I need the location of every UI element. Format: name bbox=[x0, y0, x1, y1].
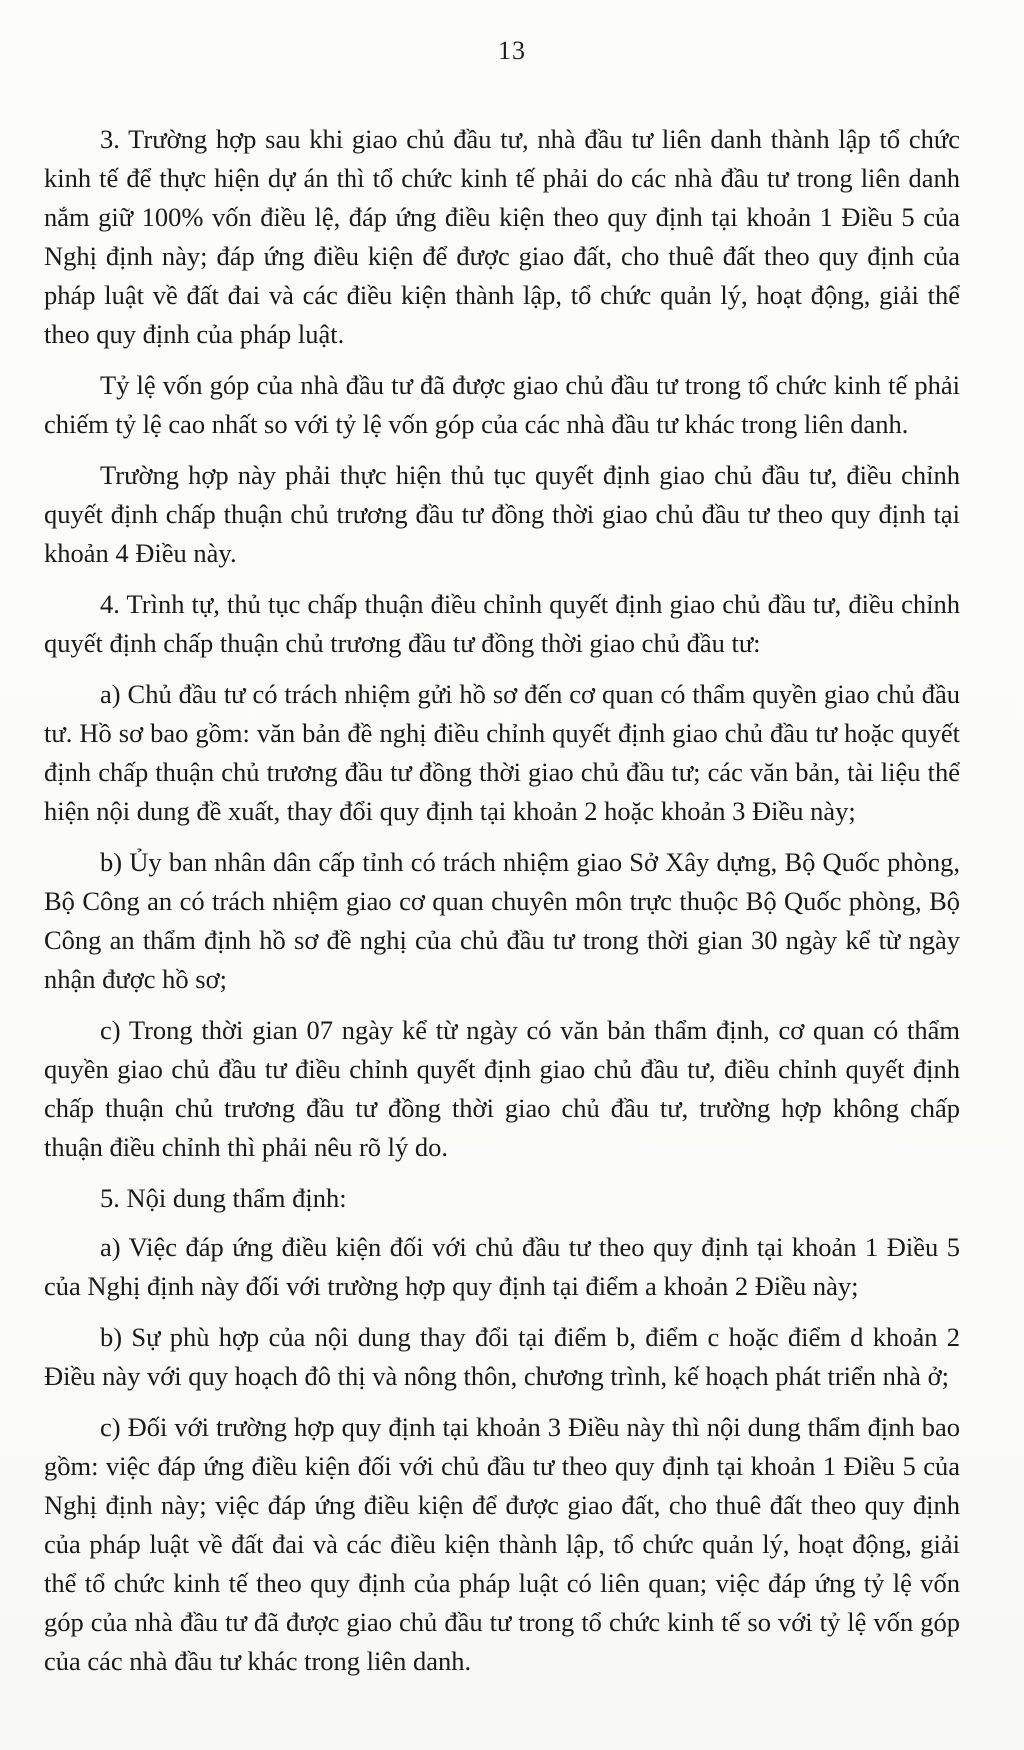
paragraph-clause-4b: b) Ủy ban nhân dân cấp tỉnh có trách nhiệm giao Sở Xây dựng, Bộ Quốc phòng, Bộ Công an có trách nhiệm giao cơ quan chuyên môn trực thuộc Bộ Quốc phòng, Bộ Công an thẩm định hồ sơ đề nghị của chủ đầu tư trong thời gian 30 ngày kể từ ngày nhận được hồ sơ; bbox=[44, 847, 960, 994]
paragraph-procedure-note: Trường hợp này phải thực hiện thủ tục quyết định giao chủ đầu tư, điều chỉnh quyết định chấp thuận chủ trương đầu tư đồng thời giao chủ đầu tư theo quy định tại khoản 4 Điều này. bbox=[44, 460, 960, 568]
paragraph-clause-5c: c) Đối với trường hợp quy định tại khoản 3 Điều này thì nội dung thẩm định bao gồm: việc đáp ứng điều kiện đối với chủ đầu tư theo quy định tại khoản 1 Điều 5 của Nghị định này; việc đáp ứng điều kiện để được giao đất, cho thuê đất theo quy định của pháp luật về đất đai và các điều kiện thành lập, tổ chức quản lý, hoạt động, giải thể tổ chức kinh tế theo quy định của pháp luật có liên quan; việc đáp ứng tỷ lệ vốn góp của nhà đầu tư đã được giao chủ đầu tư trong tổ chức kinh tế so với tỷ lệ vốn góp của các nhà đầu tư khác trong liên danh. bbox=[44, 1412, 960, 1676]
paragraph-clause-4: 4. Trình tự, thủ tục chấp thuận điều chỉnh quyết định giao chủ đầu tư, điều chỉnh quyết định chấp thuận chủ trương đầu tư đồng thời giao chủ đầu tư: bbox=[44, 589, 960, 658]
paragraph-clause-4a: a) Chủ đầu tư có trách nhiệm gửi hồ sơ đến cơ quan có thẩm quyền giao chủ đầu tư. Hồ sơ bao gồm: văn bản đề nghị điều chỉnh quyết định giao chủ đầu tư hoặc quyết định chấp thuận chủ trương đầu tư đồng thời giao chủ đầu tư; các văn bản, tài liệu thể hiện nội dung đề xuất, thay đổi quy định tại khoản 2 hoặc khoản 3 Điều này; bbox=[44, 679, 960, 826]
paragraph-clause-5: 5. Nội dung thẩm định: bbox=[100, 1183, 347, 1213]
paragraph-capital-ratio: Tỷ lệ vốn góp của nhà đầu tư đã được giao chủ đầu tư trong tổ chức kinh tế phải chiếm tỷ lệ cao nhất so với tỷ lệ vốn góp của các nhà đầu tư khác trong liên danh. bbox=[44, 370, 960, 439]
document-body bbox=[44, 120, 960, 1693]
paragraph-clause-3: 3. Trường hợp sau khi giao chủ đầu tư, nhà đầu tư liên danh thành lập tổ chức kinh tế để thực hiện dự án thì tổ chức kinh tế phải do các nhà đầu tư trong liên danh nắm giữ 100% vốn điều lệ, đáp ứng điều kiện theo quy định tại khoản 1 Điều 5 của Nghị định này; đáp ứng điều kiện để được giao đất, cho thuê đất theo quy định của pháp luật về đất đai và các điều kiện thành lập, tổ chức quản lý, hoạt động, giải thể theo quy định của pháp luật. bbox=[44, 124, 960, 349]
paragraph-clause-5b: b) Sự phù hợp của nội dung thay đổi tại điểm b, điểm c hoặc điểm d khoản 2 Điều này với quy hoạch đô thị và nông thôn, chương trình, kế hoạch phát triển nhà ở; bbox=[44, 1322, 960, 1391]
page-number: 13 bbox=[498, 36, 526, 65]
paragraph-clause-5a: a) Việc đáp ứng điều kiện đối với chủ đầu tư theo quy định tại khoản 1 Điều 5 của Nghị định này đối với trường hợp quy định tại điểm a khoản 2 Điều này; bbox=[44, 1232, 960, 1301]
paragraph-clause-4c: c) Trong thời gian 07 ngày kể từ ngày có văn bản thẩm định, cơ quan có thẩm quyền giao chủ đầu tư điều chỉnh quyết định giao chủ đầu tư, điều chỉnh quyết định chấp thuận chủ trương đầu tư đồng thời giao chủ đầu tư, trường hợp không chấp thuận điều chỉnh thì phải nêu rõ lý do. bbox=[44, 1015, 960, 1162]
